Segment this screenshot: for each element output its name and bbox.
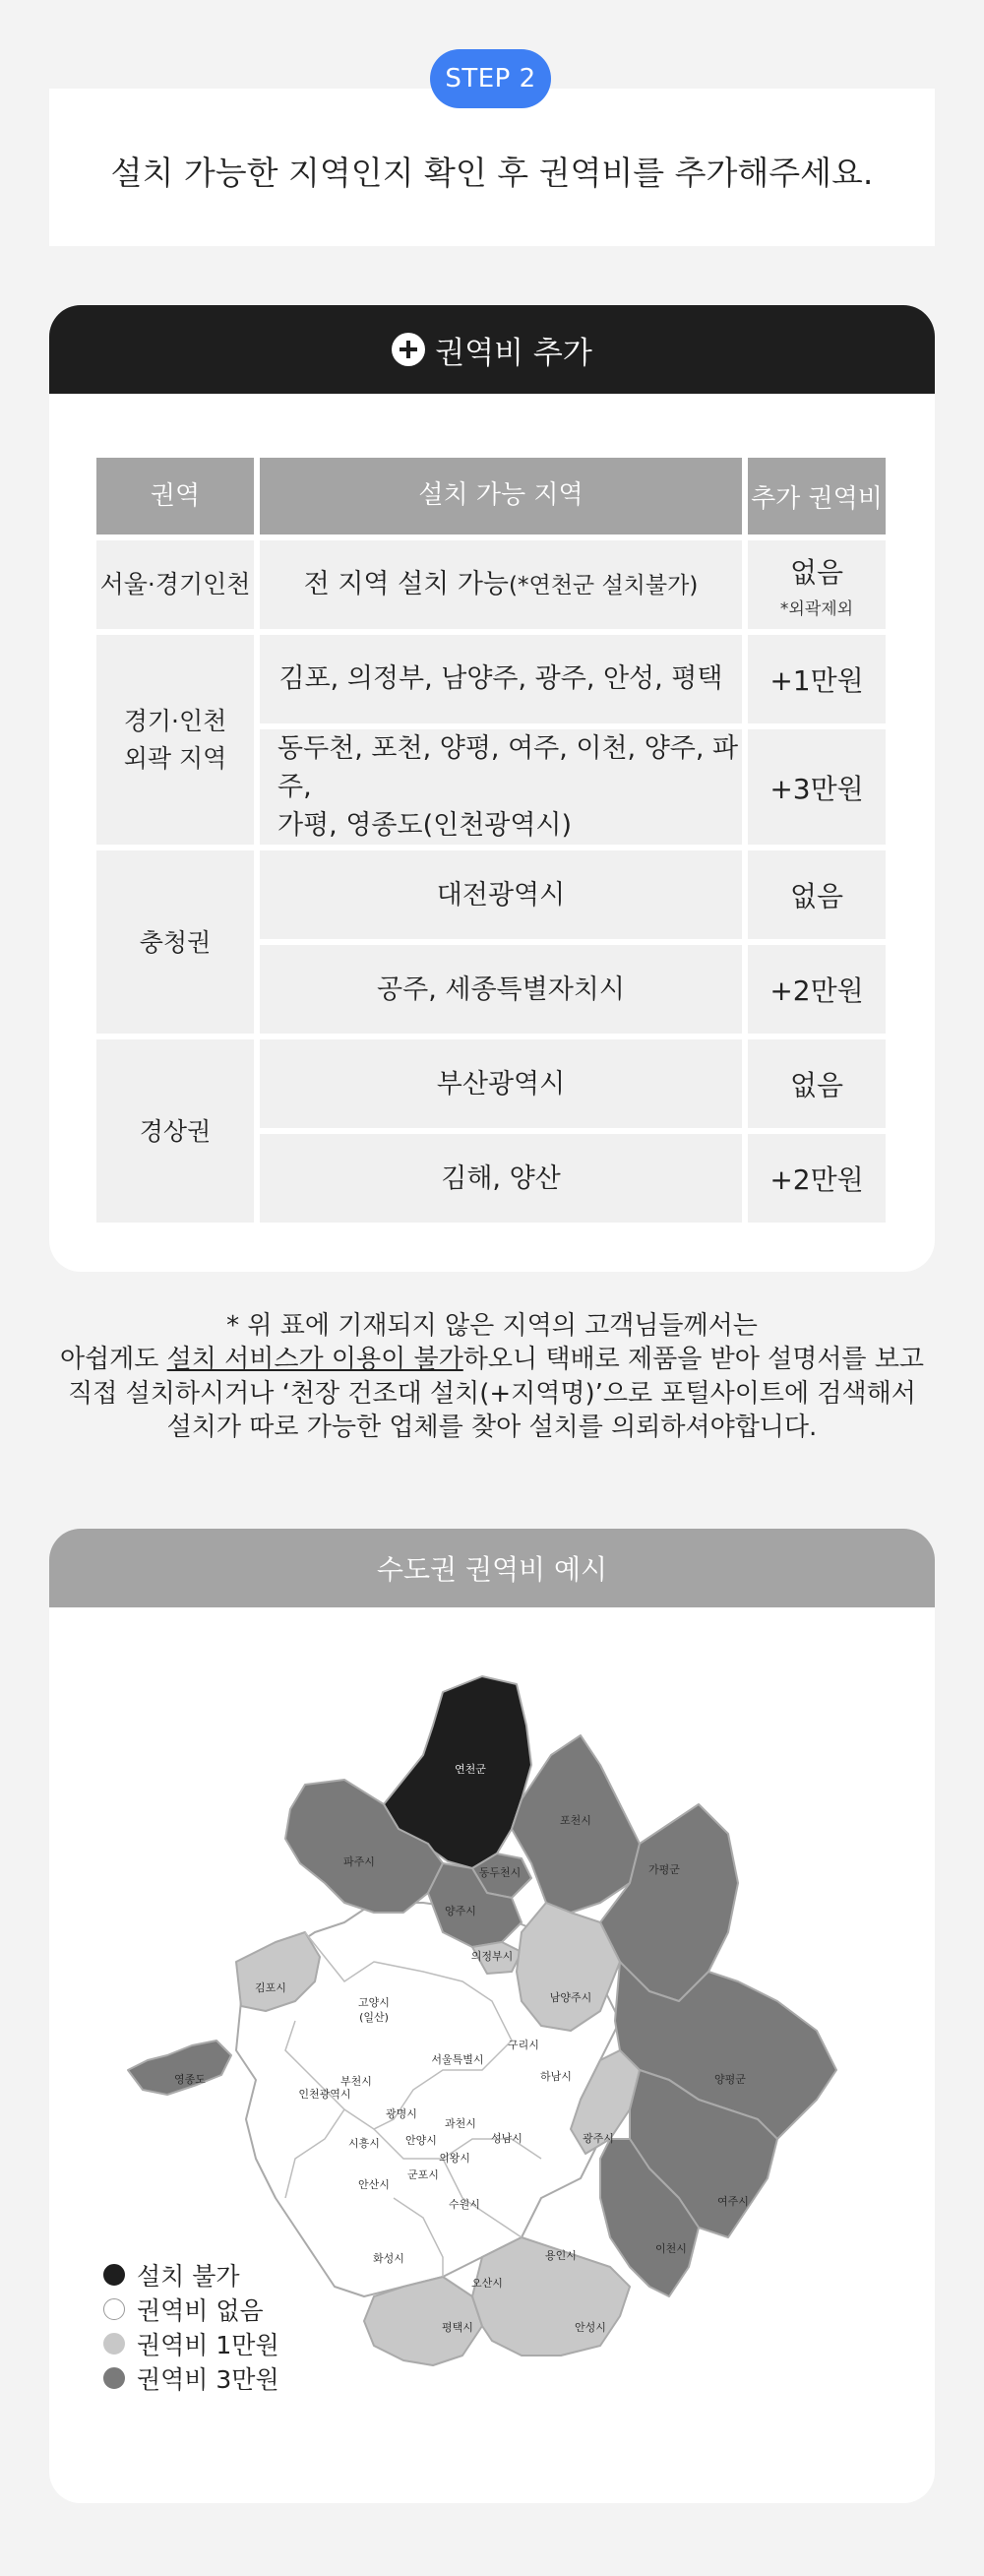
region-cell: 충청권 (96, 850, 254, 1034)
legend-label: 설치 불가 (137, 2261, 240, 2291)
area-cell (260, 540, 742, 629)
table-row (96, 1039, 886, 1128)
map-label: 가평군 (648, 1863, 680, 1876)
map-label: 파주시 (343, 1855, 375, 1868)
area-cell: 동두천, 포천, 양평, 여주, 이천, 양주, 파주, 가평, 영종도(인천광역시) (260, 729, 742, 845)
map-label: 고양시 (358, 1996, 390, 2009)
legend-item (103, 2326, 279, 2360)
legend-dot (103, 2367, 125, 2389)
table-row (96, 540, 886, 629)
area-main: 전 지역 설치 가능 (303, 569, 510, 600)
map-label: 성남시 (491, 2132, 523, 2145)
fee-header (49, 305, 935, 394)
map-label: 여주시 (717, 2195, 749, 2208)
map-label: 인천광역시 (298, 2088, 351, 2101)
fee-cell: 없음 (748, 850, 886, 939)
area-cell: 대전광역시 (260, 850, 742, 939)
map-label: 구리시 (508, 2039, 539, 2051)
column-header-area: 설치 가능 지역 (260, 458, 742, 534)
map-label: 양평군 (714, 2073, 746, 2086)
notice-text-segment: 아쉽게도 (59, 1345, 167, 1375)
map-label: 오산시 (471, 2277, 503, 2290)
map-label: 평택시 (442, 2321, 473, 2334)
notice-underlined-text: 설치 서비스가 이용이 불가 (166, 1345, 463, 1375)
fee-note: *외곽제외 (779, 598, 854, 619)
map-legend (103, 2257, 279, 2395)
map-label: 서울특별시 (431, 2053, 484, 2066)
legend-dot (103, 2298, 125, 2320)
legend-item (103, 2257, 279, 2292)
column-header-region: 권역 (96, 458, 254, 534)
map-label: 의정부시 (470, 1950, 514, 1963)
map-label: 김포시 (255, 1981, 286, 1994)
map-label: 과천시 (445, 2117, 476, 2130)
plus-circle-icon (392, 333, 425, 366)
map-label: 광주시 (583, 2132, 614, 2145)
map-label: 광명시 (386, 2107, 417, 2120)
notice-line: 직접 설치하시거나 ‘천장 건조대 설치(+지역명)’으로 포털사이트에 검색해서 (68, 1378, 916, 1409)
notice-line: 설치가 따로 가능한 업체를 찾아 설치를 의뢰하셔야합니다. (166, 1412, 818, 1442)
legend-dot (103, 2264, 125, 2286)
map-label: 군포시 (407, 2168, 439, 2181)
notice-text-segment: 하오니 택배로 제품을 받아 설명서를 보고 (462, 1345, 925, 1375)
map-region-yeongjong (128, 2041, 231, 2095)
fee-cell (748, 540, 886, 629)
map-label: 용인시 (545, 2249, 577, 2262)
legend-label: 권역비 1만원 (137, 2330, 279, 2359)
area-cell: 공주, 세종특별자치시 (260, 945, 742, 1034)
map-label: 안양시 (405, 2134, 437, 2147)
legend-label: 권역비 3만원 (137, 2364, 279, 2394)
map-title: 수도권 권역비 예시 (49, 1529, 935, 1607)
step-badge: STEP 2 (430, 49, 551, 108)
map-label: 포천시 (560, 1814, 591, 1827)
step-title: 설치 가능한 지역인지 확인 후 권역비를 추가해주세요. (110, 153, 874, 192)
table-header-row (96, 458, 886, 534)
fee-cell: 없음 (748, 1039, 886, 1128)
legend-item (103, 2360, 279, 2395)
area-note: (*연천군 설치불가) (509, 573, 699, 599)
map-label: (일산) (359, 2011, 389, 2024)
table-row (96, 635, 886, 723)
map-label: 하남시 (540, 2070, 572, 2083)
fee-cell: +2만원 (748, 945, 886, 1034)
map-label: 수원시 (449, 2198, 480, 2211)
fee-card (49, 305, 935, 1272)
map-label: 시흥시 (348, 2137, 380, 2150)
notice-line (49, 1343, 935, 1376)
map-label: 안성시 (575, 2321, 606, 2334)
region-cell: 서울·경기인천 (96, 540, 254, 629)
legend-dot (103, 2333, 125, 2355)
fee-cell: +2만원 (748, 1134, 886, 1223)
fee-table (91, 452, 892, 1228)
map-label: 양주시 (445, 1905, 476, 1917)
region-cell: 경기·인천 외곽 지역 (96, 635, 254, 845)
map-label: 부천시 (340, 2075, 372, 2088)
map-label: 연천군 (455, 1763, 486, 1776)
notice-text (49, 1309, 935, 1444)
map-label: 영종도 (174, 2073, 206, 2086)
map-label: 이천시 (655, 2242, 687, 2255)
step-card (49, 89, 935, 246)
area-cell: 부산광역시 (260, 1039, 742, 1128)
map-label: 화성시 (373, 2252, 404, 2265)
region-cell: 경상권 (96, 1039, 254, 1223)
fee-cell: +1만원 (748, 635, 886, 723)
map-card (49, 1529, 935, 2503)
legend-item (103, 2292, 279, 2326)
map-label: 의왕시 (439, 2152, 470, 2165)
fee-header-title: 권역비 추가 (435, 335, 592, 371)
fee-value: 없음 (789, 555, 844, 589)
fee-cell: +3만원 (748, 729, 886, 845)
notice-line: * 위 표에 기재되지 않은 지역의 고객님들께서는 (226, 1311, 758, 1341)
area-cell: 김해, 양산 (260, 1134, 742, 1223)
map-label: 안산시 (358, 2178, 390, 2191)
legend-label: 권역비 없음 (137, 2295, 264, 2325)
area-cell: 김포, 의정부, 남양주, 광주, 안성, 평택 (260, 635, 742, 723)
column-header-fee: 추가 권역비 (748, 458, 886, 534)
map-label: 남양주시 (549, 1991, 592, 2004)
map-label: 동두천시 (478, 1866, 522, 1879)
table-row (96, 850, 886, 939)
